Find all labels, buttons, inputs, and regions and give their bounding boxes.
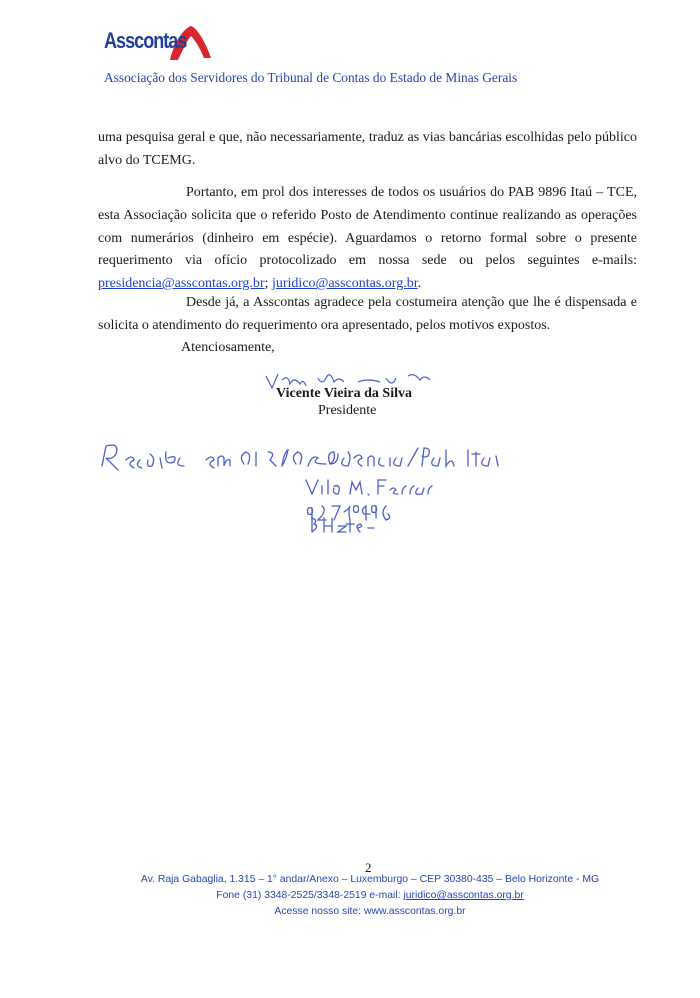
- email-presidencia-link[interactable]: presidencia@asscontas.org.br: [98, 276, 265, 292]
- footer-email-link[interactable]: juridico@asscontas.org.br: [403, 890, 524, 901]
- signer-name: Vicente Vieira da Silva: [276, 386, 412, 401]
- asscontas-logo: [104, 22, 214, 66]
- signer-role: Presidente: [318, 403, 377, 418]
- receipt-handwriting: [96, 436, 536, 546]
- email-separator: ;: [264, 276, 269, 292]
- paragraph-3: Desde já, a Asscontas agradece pela costumeira atenção que lhe é dispensada e solicita o atendimento do requerimento ora apresentado, pelos motivos expostos.: [98, 295, 637, 333]
- association-name: Associação dos Servidores do Tribunal de Contas do Estado de Minas Gerais: [104, 70, 518, 85]
- paragraph-2: [98, 182, 637, 296]
- paragraph-2-text: Portanto, em prol dos interesses de todos os usuários do PAB 9896 Itaú – TCE, esta Associação solicita que o referido Posto de Atendimento continue realizando as operações com numerários (dinheiro em espécie). Aguardamos o retorno formal sobre o presente requerimento via ofício protocolizado em nossa sede ou pelos seguintes e-mails:: [98, 185, 637, 269]
- footer-contact: [100, 890, 640, 901]
- email-juridico-link[interactable]: juridico@asscontas.org.br: [271, 276, 418, 292]
- paragraph-1: uma pesquisa geral e que, não necessariamente, traduz as vias bancárias escolhidas pelo público alvo do TCEMG.: [98, 130, 637, 168]
- footer-site[interactable]: Acesse nosso site: www.asscontas.org.br: [274, 906, 466, 917]
- footer-phone: Fone (31) 3348-2525/3348-2519 e-mail:: [216, 890, 401, 901]
- email-end: .: [417, 276, 422, 292]
- logo-text: Asscontas: [104, 28, 187, 53]
- closing: Atenciosamente,: [181, 340, 275, 355]
- footer-address: Av. Raja Gabaglia, 1.315 – 1° andar/Anexo – Luxemburgo – CEP 30380-435 – Belo Horizonte - MG: [140, 874, 600, 885]
- page-number: 2: [365, 860, 372, 875]
